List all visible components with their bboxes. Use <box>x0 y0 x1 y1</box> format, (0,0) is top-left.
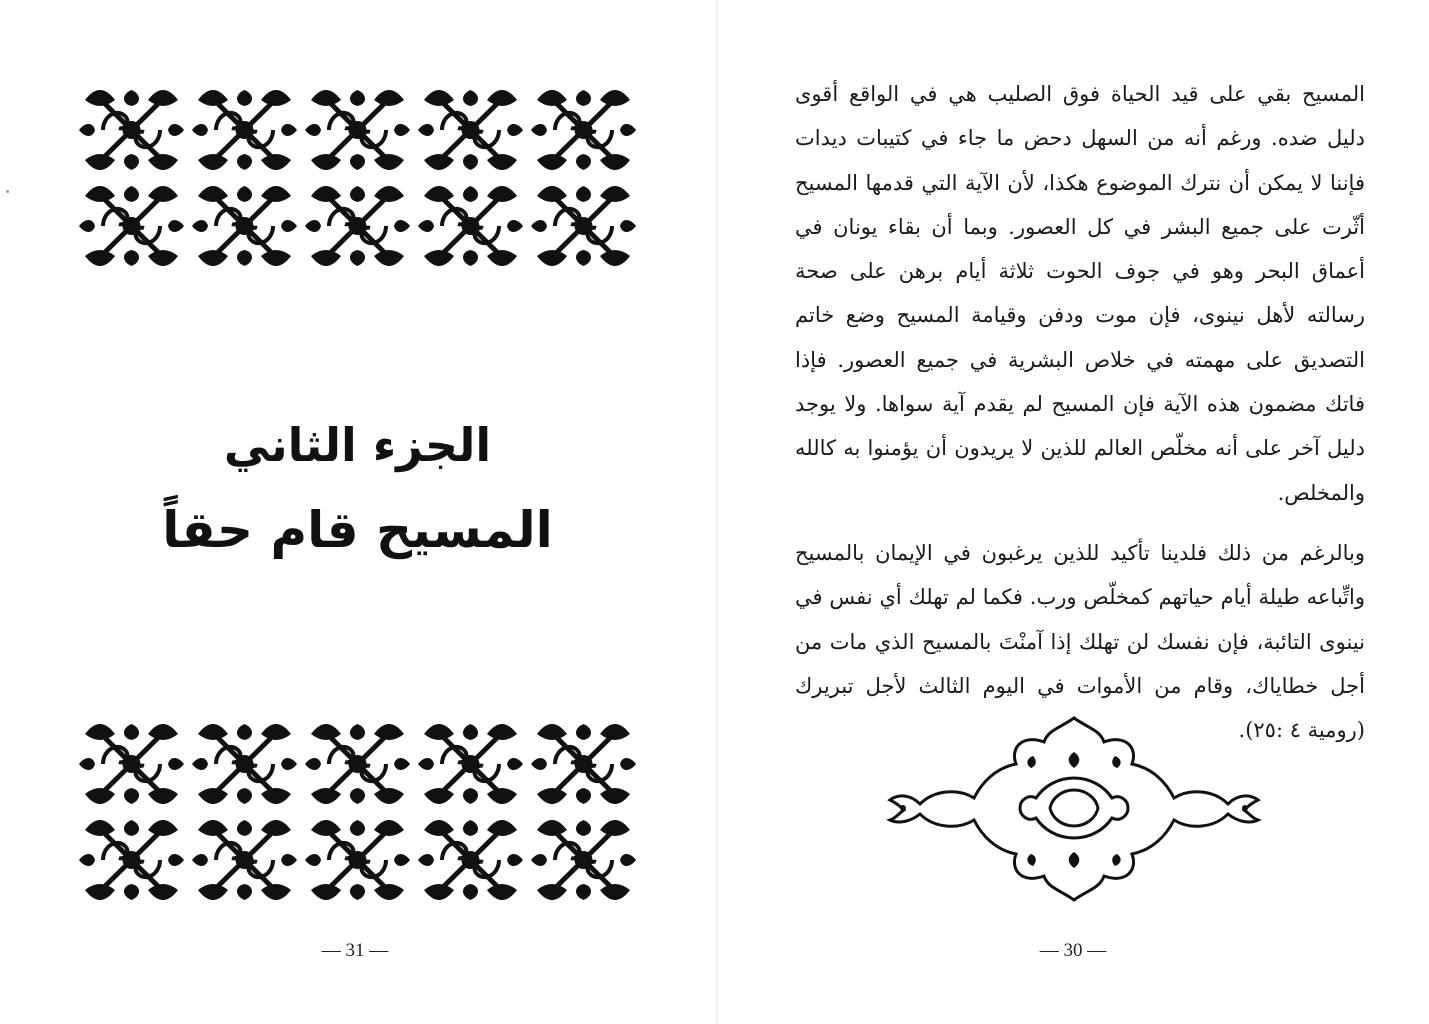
part-title-line1: الجزء الثاني <box>223 418 492 472</box>
arabesque-band-svg <box>75 82 640 274</box>
paragraph-1: المسيح بقي على قيد الحياة فوق الصليب هي في الواقع أقوى دليل ضده. ورغم أنه من السهل دحض ما جاء في كتيبات ديدات فإننا لا يمكن أن نترك الموضوع هكذا، لأن الآية التي قدمها المسيح أثّرت على جميع البشر في كل العصور. وبما أن بقاء يونان في أعماق البحر وهو في جوف الحوت ثلاثة أيام برهن على صحة رسالته لأهل نينوى، فإن موت ودفن وقيامة المسيح وضع خاتم التصديق على مهمته في خلاص البشرية في جميع العصور. فإذا فاتك مضمون هذه الآية فإن المسيح لم يقدم آية سواها. ولا يوجد دليل آخر على أنه مخلّص العالم للذين لا يريدون أن يؤمنوا به كالله والمخلص. <box>795 82 1365 505</box>
bottom-arabesque-band-icon <box>75 716 640 908</box>
body-text <box>795 72 1365 752</box>
part-title <box>75 405 640 575</box>
part-title-line2: المسيح قام حقاً <box>162 501 553 559</box>
page-number: — 31 — <box>321 940 389 961</box>
arabesque-band-svg <box>75 716 640 908</box>
top-arabesque-band-icon <box>75 82 640 274</box>
page-number: — 30 — <box>1039 940 1107 961</box>
medallion-svg <box>883 712 1265 910</box>
paragraph-2: وبالرغم من ذلك فلدينا تأكيد للذين يرغبون في الإيمان بالمسيح واتِّباعه طيلة أيام حياتهم كمخلّص ورب. فكما لم تهلك أي نفس في نينوى التائبة، فإن نفسك لن تهلك إذا آمنْتَ بالمسيح الذي مات من أجل خطاياك، وقام من الأموات في اليوم الثالث لأجل تبريرك (رومية ٤ :٢٥). <box>795 540 1365 743</box>
arabesque-medallion-icon <box>883 712 1265 910</box>
right-page <box>718 0 1429 1024</box>
